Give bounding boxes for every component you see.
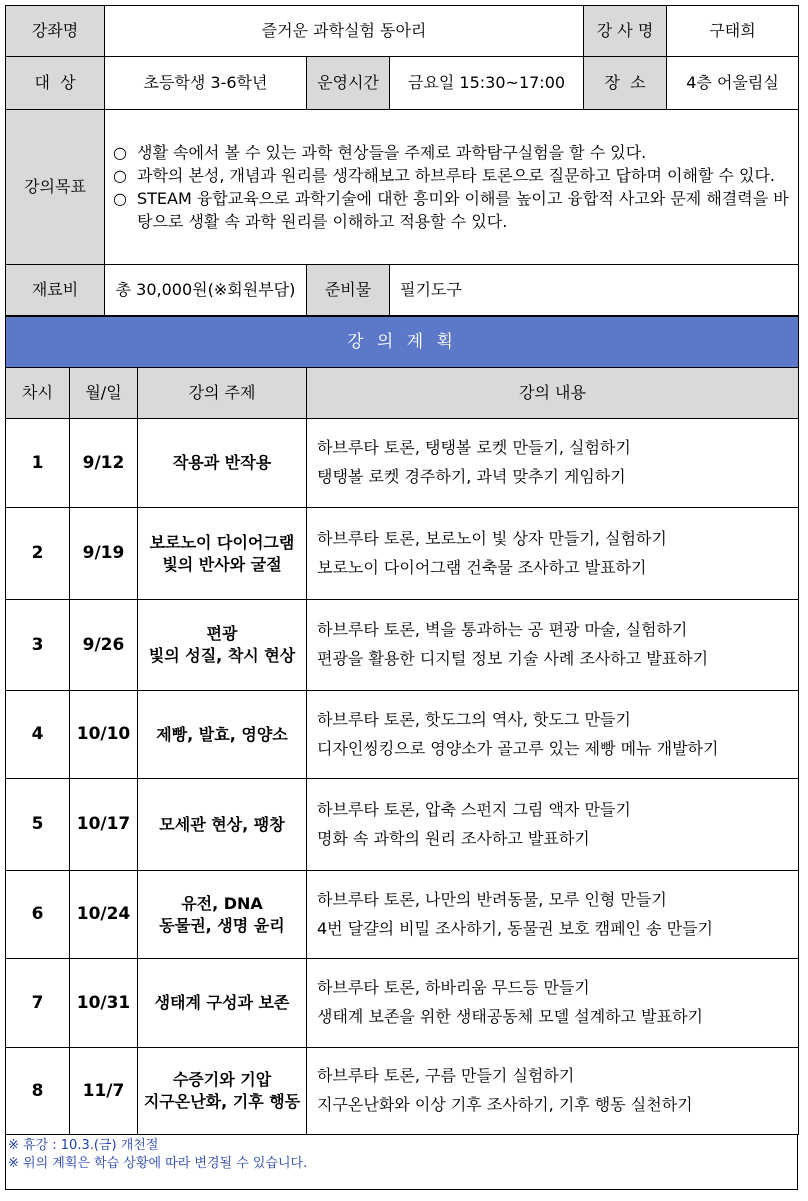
content-line: 하브루타 토론, 하바리움 무드등 만들기: [317, 978, 590, 998]
content-line: 디자인씽킹으로 영양소가 골고루 있는 제빵 메뉴 개발하기: [317, 738, 719, 758]
table-row: [6, 600, 799, 691]
goal-text: 생활 속에서 볼 수 있는 과학 현상들을 주제로 과학탐구실험을 할 수 있다.: [137, 142, 647, 162]
content-line: 편광을 활용한 디지털 정보 기술 사례 조사하고 발표하기: [317, 649, 709, 668]
content-line: 하브루타 토론, 벽을 통과하는 공 편광 마술, 실험하기: [317, 620, 688, 640]
session-topic: [138, 600, 307, 691]
topic-line: 보로노이 다이어그램: [149, 532, 295, 552]
info-row-fee: [6, 265, 799, 316]
goal-list: [105, 110, 799, 265]
session-content: [307, 419, 799, 508]
table-row: [6, 871, 799, 959]
topic-line: 편광: [206, 624, 238, 644]
course-label: 강좌명: [6, 6, 105, 57]
teacher-name: 구태희: [667, 6, 799, 57]
session-topic: [138, 691, 307, 779]
time-value: 금요일 15:30~17:00: [390, 57, 584, 110]
session-content: [307, 871, 799, 959]
session-content: [307, 508, 799, 600]
session-topic: [138, 508, 307, 600]
topic-line: 유전, DNA: [181, 893, 263, 913]
info-row-course: [6, 6, 799, 57]
note-line: ※ 휴강 : 10.3.(금) 개천절: [8, 1138, 159, 1153]
table-row: [6, 959, 799, 1048]
lecture-plan-table: [5, 316, 799, 1135]
place-value: 4층 어울림실: [667, 57, 799, 110]
plan-header-row: [6, 368, 799, 419]
session-topic: [138, 1048, 307, 1135]
plan-rows: [6, 419, 799, 1135]
session-content: [307, 691, 799, 779]
goal-bullet: ○: [113, 142, 127, 162]
session-number: 1: [6, 419, 70, 508]
fee-value: 총 30,000원(※회원부담): [105, 265, 307, 316]
course-name: 즐거운 과학실험 동아리: [105, 6, 584, 57]
header-session: 차시: [6, 368, 70, 419]
session-date: 10/17: [70, 779, 138, 871]
content-line: 하브루타 토론, 핫도그의 역사, 핫도그 만들기: [317, 709, 631, 729]
session-topic: [138, 959, 307, 1048]
table-row: [6, 1048, 799, 1135]
info-row-goals: [6, 110, 799, 265]
goal-item: [113, 141, 790, 164]
goal-bullet: ○: [113, 189, 127, 208]
content-line: 명화 속 과학의 원리 조사하고 발표하기: [317, 828, 590, 848]
session-date: 10/24: [70, 871, 138, 959]
table-row: [6, 779, 799, 871]
session-content: [307, 600, 799, 691]
info-row-target: [6, 57, 799, 110]
place-label: 장 소: [584, 57, 667, 110]
session-content: [307, 779, 799, 871]
supplies-value: 필기도구: [390, 265, 799, 316]
session-date: 9/19: [70, 508, 138, 600]
session-content: [307, 1048, 799, 1135]
topic-line: 빛의 반사와 굴절: [162, 554, 282, 574]
session-date: 11/7: [70, 1048, 138, 1135]
target-value: 초등학생 3-6학년: [105, 57, 307, 110]
topic-line: 빛의 성질, 착시 현상: [148, 646, 296, 665]
session-date: 10/31: [70, 959, 138, 1048]
topic-line: 작용과 반작용: [172, 453, 272, 473]
content-line: 하브루타 토론, 압축 스펀지 그림 액자 만들기: [317, 799, 631, 819]
goal-bullet: ○: [113, 165, 127, 185]
session-number: 4: [6, 691, 70, 779]
session-content: [307, 959, 799, 1048]
course-info-table: [5, 5, 799, 316]
table-row: [6, 419, 799, 508]
session-number: 6: [6, 871, 70, 959]
goal-text: 과학의 본성, 개념과 원리를 생각해보고 하브루타 토론으로 질문하고 답하며 이해할 수 있다.: [137, 165, 775, 185]
topic-line: 생태계 구성과 보존: [154, 993, 290, 1013]
session-number: 5: [6, 779, 70, 871]
session-date: 10/10: [70, 691, 138, 779]
table-row: [6, 508, 799, 600]
header-topic: 강의 주제: [138, 368, 307, 419]
goal-text: STEAM 융합교육으로 과학기술에 대한 흥미와 이해를 높이고 융합적 사고와 문제 해결력을 바탕으로 생활 속 과학 원리를 이해하고 적용할 수 있다.: [137, 189, 789, 232]
content-line: 하브루타 토론, 나만의 반려동물, 모루 인형 만들기: [317, 889, 667, 909]
table-row: [6, 691, 799, 779]
goal-item: [113, 187, 790, 233]
content-line: 지구온난화와 이상 기후 조사하기, 기후 행동 실천하기: [317, 1095, 693, 1114]
topic-line: 지구온난화, 기후 행동: [143, 1092, 301, 1111]
goal-item: [113, 164, 790, 187]
session-date: 9/26: [70, 600, 138, 691]
topic-line: 모세관 현상, 팽창: [159, 814, 285, 834]
content-line: 4번 달걀의 비밀 조사하기, 동물권 보호 캠페인 송 만들기: [317, 918, 713, 938]
fee-label: 재료비: [6, 265, 105, 316]
session-number: 8: [6, 1048, 70, 1135]
plan-title: 강 의 계 획: [6, 317, 799, 368]
notes: [5, 1135, 798, 1190]
supplies-label: 준비물: [307, 265, 390, 316]
content-line: 하브루타 토론, 탱탱볼 로켓 만들기, 실험하기: [317, 438, 631, 458]
session-topic: [138, 419, 307, 508]
course-plan-sheet: [5, 5, 798, 1190]
session-number: 2: [6, 508, 70, 600]
session-topic: [138, 871, 307, 959]
time-label: 운영시간: [307, 57, 390, 110]
content-line: 하브루타 토론, 구름 만들기 실험하기: [317, 1066, 575, 1086]
header-content: 강의 내용: [307, 368, 799, 419]
content-line: 하브루타 토론, 보로노이 빛 상자 만들기, 실험하기: [317, 528, 667, 548]
teacher-label: 강 사 명: [584, 6, 667, 57]
session-number: 3: [6, 600, 70, 691]
session-topic: [138, 779, 307, 871]
topic-line: 제빵, 발효, 영양소: [156, 724, 288, 744]
content-line: 생태계 보존을 위한 생태공동체 모델 설계하고 발표하기: [317, 1007, 704, 1026]
topic-line: 수증기와 기압: [172, 1070, 272, 1090]
plan-title-row: [6, 317, 799, 368]
content-line: 탱탱볼 로켓 경주하기, 과녁 맞추기 게임하기: [317, 467, 626, 486]
session-number: 7: [6, 959, 70, 1048]
note-line: ※ 위의 계획은 학습 상황에 따라 변경될 수 있습니다.: [8, 1156, 308, 1172]
header-date: 월/일: [70, 368, 138, 419]
content-line: 보로노이 다이어그램 건축물 조사하고 발표하기: [317, 557, 647, 577]
topic-line: 동물권, 생명 윤리: [159, 915, 285, 935]
goal-label: 강의목표: [6, 110, 105, 265]
target-label: 대 상: [6, 57, 105, 110]
session-date: 9/12: [70, 419, 138, 508]
